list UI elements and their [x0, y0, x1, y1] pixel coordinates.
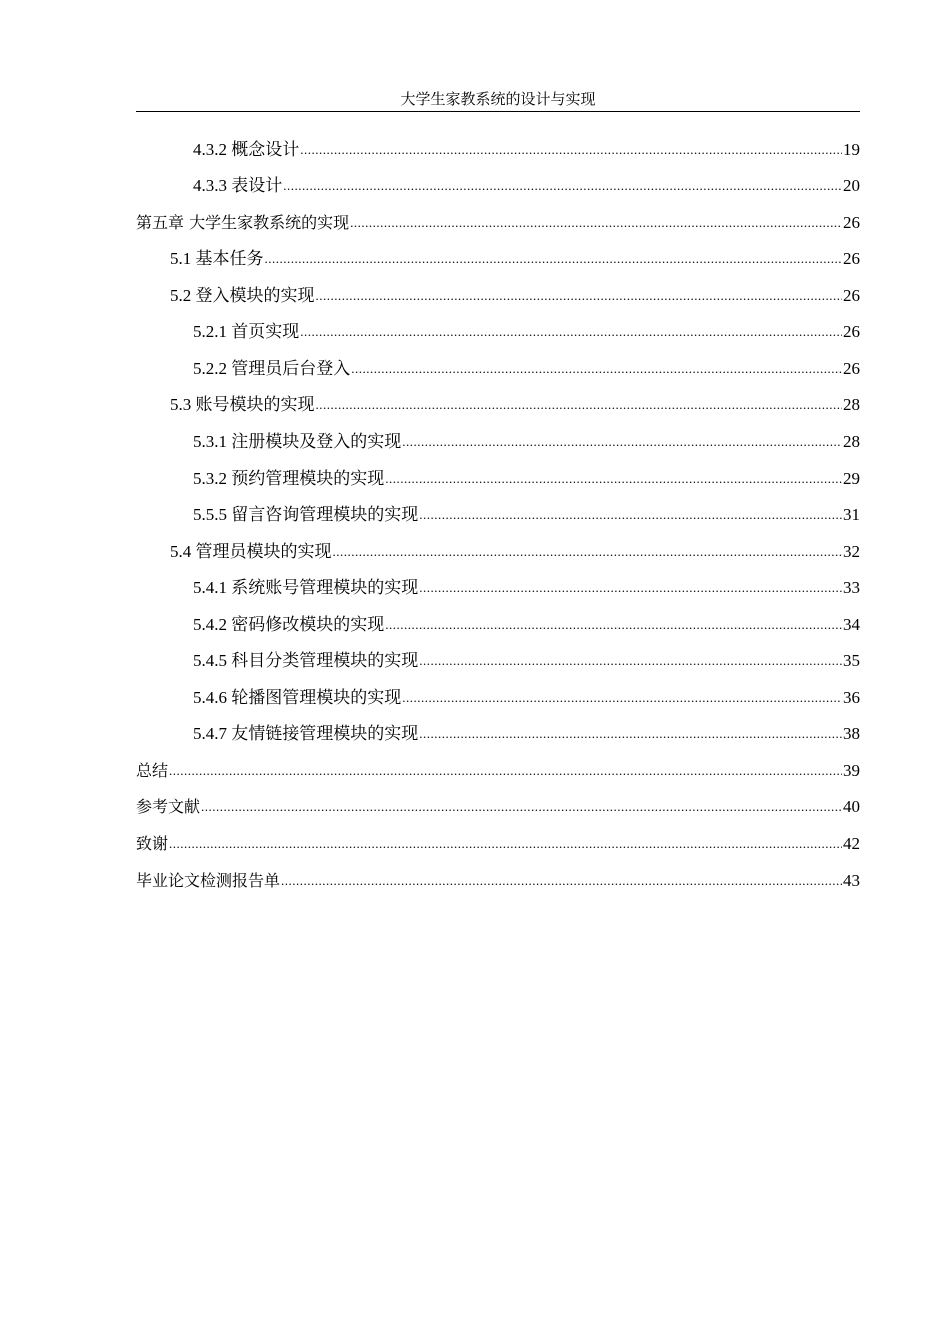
toc-entry-page: 20: [843, 176, 860, 195]
toc-entry-title: 5.2 登入模块的实现: [170, 286, 315, 305]
toc-entry-page: 34: [843, 615, 860, 634]
toc-entry-page: 29: [843, 469, 860, 488]
toc-entry: [193, 503, 860, 527]
toc-entry-page: 43: [843, 871, 860, 890]
toc-entry-page: 31: [843, 505, 860, 524]
toc-entry-page: 19: [843, 140, 860, 159]
toc-entry-page: 26: [843, 322, 860, 341]
toc-entry: [170, 393, 860, 417]
dot-leader: [419, 725, 842, 743]
dot-leader: [169, 835, 842, 853]
header-rule: [136, 111, 860, 112]
dot-leader: [300, 141, 842, 159]
toc-entry-chapter: [136, 869, 860, 893]
toc-entry-title: 5.2.1 首页实现: [193, 322, 300, 341]
dot-leader: [316, 287, 843, 305]
toc-entry-title: 5.4.5 科目分类管理模块的实现: [193, 651, 419, 670]
toc-entry-title: 第五章 大学生家教系统的实现: [136, 213, 350, 232]
toc-entry-page: 26: [843, 359, 860, 378]
toc-entry: [193, 467, 860, 491]
toc-entry-title: 5.4.2 密码修改模块的实现: [193, 615, 385, 634]
toc-entry: [170, 284, 860, 308]
dot-leader: [281, 872, 842, 890]
toc-entry-chapter: [136, 795, 860, 819]
toc-entry-page: 42: [843, 834, 860, 853]
toc-entry-page: 26: [843, 286, 860, 305]
toc-entry: [193, 613, 860, 637]
toc-entry-page: 26: [843, 213, 860, 232]
toc-entry: [193, 357, 860, 381]
toc-entry: [193, 686, 860, 710]
dot-leader: [385, 470, 842, 488]
toc-entry-title: 5.3.2 预约管理模块的实现: [193, 469, 385, 488]
toc-entry: [193, 320, 860, 344]
toc-entry-page: 32: [843, 542, 860, 561]
dot-leader: [283, 177, 842, 195]
toc-entry-title: 参考文献: [136, 797, 201, 816]
dot-leader: [300, 323, 842, 341]
toc-entry-title: 毕业论文检测报告单: [136, 871, 281, 890]
running-header: 大学生家教系统的设计与实现: [400, 90, 596, 108]
toc-entry-title: 5.3 账号模块的实现: [170, 395, 315, 414]
toc-entry-page: 28: [843, 395, 860, 414]
toc-entry: [193, 722, 860, 746]
dot-leader: [201, 798, 842, 816]
dot-leader: [419, 579, 842, 597]
dot-leader: [333, 543, 843, 561]
toc-entry-title: 总结: [136, 761, 169, 780]
toc-entry-title: 4.3.3 表设计: [193, 176, 283, 195]
dot-leader: [402, 689, 842, 707]
dot-leader: [350, 214, 842, 232]
dot-leader: [385, 616, 842, 634]
toc-entry-title: 5.5.5 留言咨询管理模块的实现: [193, 505, 419, 524]
toc-entry-title: 5.4.1 系统账号管理模块的实现: [193, 578, 419, 597]
dot-leader: [169, 762, 842, 780]
dot-leader: [351, 360, 842, 378]
toc-entry: [170, 247, 860, 271]
toc-entry: [193, 430, 860, 454]
toc-entry-page: 39: [843, 761, 860, 780]
dot-leader: [402, 433, 842, 451]
toc-entry: [193, 576, 860, 600]
toc-entry-page: 40: [843, 797, 860, 816]
dot-leader: [419, 506, 842, 524]
toc-entry: [193, 649, 860, 673]
toc-entry: [193, 138, 860, 162]
toc-entry-title: 4.3.2 概念设计: [193, 140, 300, 159]
toc-entry-chapter: [136, 211, 860, 235]
dot-leader: [419, 652, 842, 670]
toc-entry-title: 5.4.6 轮播图管理模块的实现: [193, 688, 402, 707]
toc-entry-page: 36: [843, 688, 860, 707]
toc-entry-title: 5.4 管理员模块的实现: [170, 542, 332, 561]
toc-entry-page: 38: [843, 724, 860, 743]
toc-entry-title: 致谢: [136, 834, 169, 853]
toc-entry-title: 5.3.1 注册模块及登入的实现: [193, 432, 402, 451]
toc-entry-chapter: [136, 832, 860, 856]
dot-leader: [316, 396, 843, 414]
toc-entry: [193, 174, 860, 198]
toc-entry-chapter: [136, 759, 860, 783]
toc-entry-page: 28: [843, 432, 860, 451]
toc-entry-title: 5.2.2 管理员后台登入: [193, 359, 351, 378]
dot-leader: [265, 250, 843, 268]
toc-entry: [170, 540, 860, 564]
toc-entry-page: 35: [843, 651, 860, 670]
toc-entry-title: 5.1 基本任务: [170, 249, 264, 268]
toc-entry-page: 26: [843, 249, 860, 268]
toc-entry-title: 5.4.7 友情链接管理模块的实现: [193, 724, 419, 743]
toc-entry-page: 33: [843, 578, 860, 597]
